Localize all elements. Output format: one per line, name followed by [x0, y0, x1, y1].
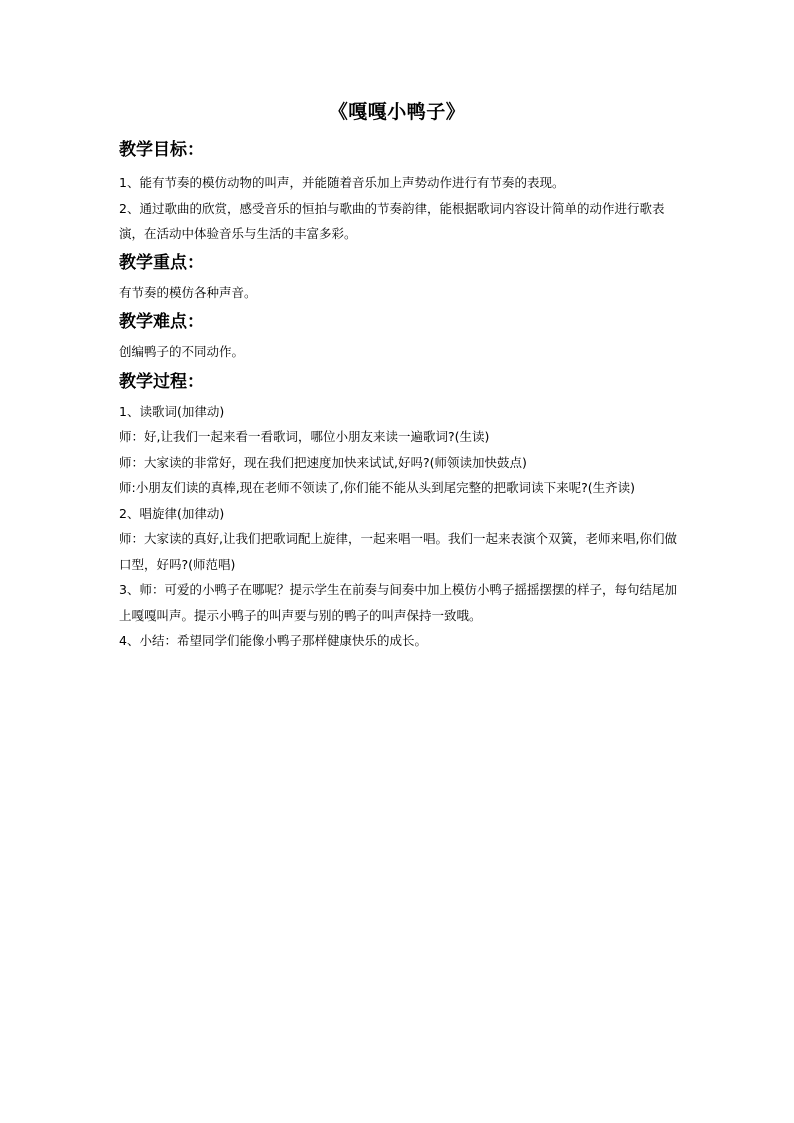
paragraph: 2、通过歌曲的欣赏，感受音乐的恒拍与歌曲的节奏韵律，能根据歌词内容设计简单的动作进行歌表演，在活动中体验音乐与生活的丰富多彩。 [119, 200, 665, 241]
section-teaching-difficulty [119, 311, 679, 365]
document-body [119, 139, 679, 654]
document-title: 《嘎嘎小鸭子》 [328, 101, 466, 123]
paragraph: 创编鸭子的不同动作。 [119, 344, 245, 359]
section-heading-focus: 教学重点： [119, 252, 204, 273]
paragraph: 师：大家读的真好,让我们把歌词配上旋律，一起来唱一唱。我们一起来表演个双簧，老师来唱,你们做口型，好吗?(师范唱) [119, 531, 677, 572]
section-teaching-goals [119, 139, 679, 247]
paragraph: 师：好,让我们一起来看一看歌词，哪位小朋友来读一遍歌词?(生读) [119, 429, 490, 444]
section-heading-process: 教学过程： [119, 371, 204, 392]
paragraph: 师：大家读的非常好，现在我们把速度加快来试试,好吗?(师领读加快鼓点) [119, 454, 527, 470]
section-teaching-process [119, 371, 679, 654]
paragraph: 4、小结：希望同学们能像小鸭子那样健康快乐的成长。 [119, 633, 427, 648]
paragraph: 1、读歌词(加律动) [119, 403, 225, 419]
section-heading-difficulty: 教学难点： [119, 312, 204, 332]
paragraph: 师:小朋友们读的真棒,现在老师不领读了,你们能不能从头到尾完整的把歌词读下来呢?(生齐读) [119, 480, 636, 495]
section-heading-goals: 教学目标： [119, 140, 204, 160]
paragraph: 3、师：可爱的小鸭子在哪呢？提示学生在前奏与间奏中加上模仿小鸭子摇摇摆摆的样子，每句结尾加上嘎嘎叫声。提示小鸭子的叫声要与别的鸭子的叫声保持一致哦。 [119, 582, 677, 623]
paragraph: 有节奏的模仿各种声音。 [119, 284, 257, 300]
paragraph: 1、能有节奏的模仿动物的叫声，并能随着音乐加上声势动作进行有节奏的表现。 [119, 175, 565, 190]
section-teaching-focus [119, 252, 679, 306]
paragraph: 2、唱旋律(加律动) [119, 505, 225, 521]
